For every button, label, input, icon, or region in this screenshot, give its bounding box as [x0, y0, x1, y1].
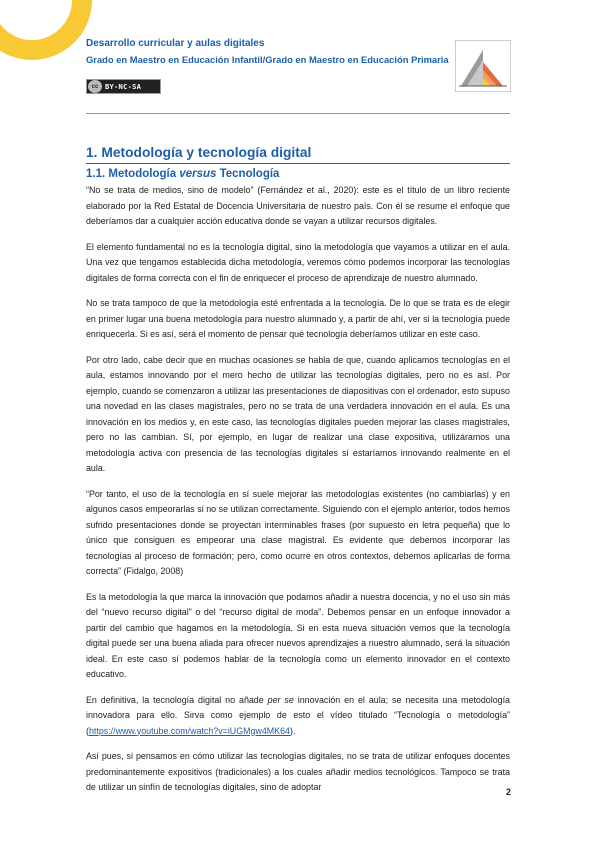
quote-paragraph: “Por tanto, el uso de la tecnología en sí suele mejorar las metodologías existentes (no cambiarlas) y en algunos casos empeorarlas si no se utilizan correctamente. Siguiendo con el ejemplo anterior, todos hemos sufrido presentaciones donde se proyectan interminables frases (por supuesto en letra pequeña) que lo único que consiguen es empeorar una clase magistral. Es evidente que debemos incorporar las tecnologías al proceso de formación; pero, como ocurre en otros contextos, debemos aplicarlas de forma correcta” (Fidalgo, 2008): [86, 488, 510, 576]
degree-title: Grado en Maestro en Educación Infantil/Grado en Maestro en Educación Primaria: [86, 54, 449, 65]
license-badge[interactable]: [86, 79, 161, 94]
subsection-title-emphasis: versus: [179, 168, 217, 180]
paragraph: En definitiva, la tecnología digital no añade per se innovación en el aula; se necesita una metodología innovadora para ello. Sirva como ejemplo de esto el vídeo titulado “Tecnología o metodología” (https://www.youtube.com/watch?v=iUGMgw4MK64).: [86, 694, 510, 736]
license-label: BY-NC-SA: [105, 82, 142, 91]
subsection-title: 1.1. Metodología versus Tecnología: [86, 168, 280, 180]
university-logo: [455, 40, 511, 92]
paragraph: Es la metodología la que marca la innovación que podamos añadir a nuestra docencia, y no el uso sin más del “nuevo recurso digital” o del “recurso digital de moda”. Debemos pensar en un enfoque innovador a partir del cambio que hagamos en la metodología. Si en esta nueva situación vemos que la tecnología digital puede ser una buena aliada para ofrecer nuevos aprendizajes a nuestro alumnado, será la situación ideal. En este caso sí podemos hablar de la tecnología como un elemento innovador en el contexto educativo.: [86, 591, 510, 679]
cc-icon: cc: [88, 80, 102, 93]
header-divider: [86, 113, 510, 114]
course-title: Desarrollo curricular y aulas digitales: [86, 38, 265, 49]
paragraph: Por otro lado, cabe decir que en muchas ocasiones se habla de que, cuando aplicamos tecnologías en el aula, estamos innovando por el mero hecho de utilizar las tecnologías digitales, pero no es así. Por ejemplo, cuando se comenzaron a utilizar las presentaciones de diapositivas con el ordenador, esto supuso una novedad en las clases magistrales, pero no se trata de una verdadera innovación en el aula. Es una innovación en los medios y, en este caso, las tecnologías digitales pueden mejorar las clases magistrales, pero no las cambian. Sí, por ejemplo, en lugar de realizar una clase expositiva, utilizáramos una metodología activa con presencia de las tecnologías digitales sí estaríamos innovando realmente en el aula.: [86, 354, 510, 473]
section-title: 1. Metodología y tecnología digital: [86, 145, 312, 160]
paragraph: “No se trata de medios, sino de modelo” (Fernández et al., 2020): este es el título de un libro reciente elaborado por la Red Estatal de Docencia Universitaria de nuestro país. Con él se resume el enfoque que deberíamos dar a cualquier acción educativa donde se vayan a utilizar recursos digitales.: [86, 185, 510, 226]
section-title-underline: [86, 163, 510, 164]
paragraph: El elemento fundamental no es la tecnología digital, sino la metodología que vayamos a utilizar en el aula. Una vez que tengamos establecida dicha metodología, veremos cómo podemos incorporar las tecnologías digitales de forma correcta con el fin de enriquecer el proceso de aprendizaje de nuestro alumnado.: [86, 241, 510, 283]
body-text: [86, 183, 510, 806]
page-number: 2: [506, 787, 512, 797]
video-link[interactable]: https://www.youtube.com/watch?v=iUGMgw4MK64: [88, 725, 290, 736]
paragraph: No se trata tampoco de que la metodología esté enfrentada a la tecnología. De lo que se trata es de elegir en primer lugar una buena metodología para nuestro alumnado y, a partir de ahí, ver si la tecnología puede enriquecerla. Si es así, será el momento de pensar qué tecnología deberíamos utilizar en este caso.: [86, 298, 510, 339]
paragraph: Así pues, si pensamos en cómo utilizar las tecnologías digitales, no se trata de utilizar enfoques docentes predominantemente expositivos (tradicionales) a los cuales añadir medios tecnológicos. Tampoco se trata de utilizar un sinfín de tecnologías digitales, sino de adoptar: [86, 751, 510, 792]
corner-decoration: [0, 0, 92, 60]
